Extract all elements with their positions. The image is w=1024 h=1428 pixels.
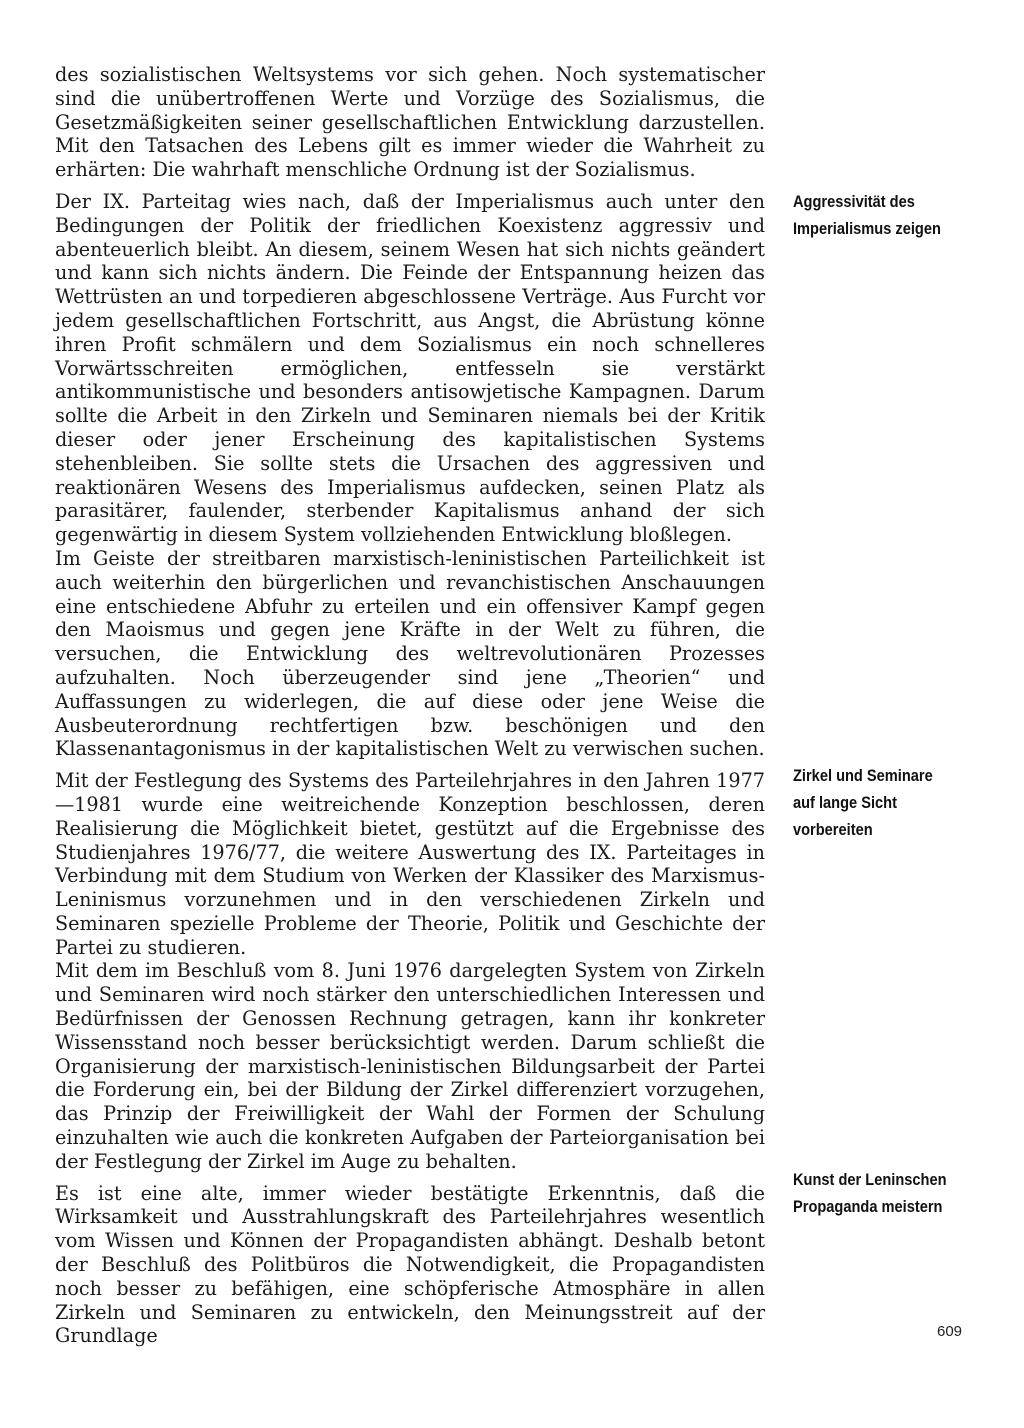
page-number: 609 [937,1323,963,1340]
paragraph-1: des sozialistischen Weltsystems vor sich gehen. Noch systematischer sind die unübertroffenen Werte und Vorzüge des Sozialismus, die Gesetzmäßigkeiten seiner gesellschaftlichen Entwicklung darzustellen. Mit den Tatsachen des Lebens gilt es immer wieder die Wahrheit zu erhärten: Die wahrhaft menschliche Ordnung ist der Sozialismus. [55,63,765,182]
margin-note-line: auf lange Sicht [793,793,897,812]
margin-note-line: Zirkel und Seminare [793,766,933,785]
main-text-column [55,63,765,1348]
margin-note-line: Kunst der Leninschen [793,1170,947,1189]
margin-note-propaganda [793,1166,993,1220]
paragraph-6: Es ist eine alte, immer wieder bestätigte Erkenntnis, daß die Wirksamkeit und Ausstrahlungskraft des Parteilehrjahres wesentlich vom Wissen und Können der Propagandisten abhängt. Deshalb betont der Beschluß des Politbüros die Notwendigkeit, die Propagandisten noch besser zu befähigen, eine schöpferische Atmosphäre in allen Zirkeln und Seminaren zu entwickeln, den Meinungsstreit auf der Grundlage [55,1181,765,1348]
margin-note-circles [793,762,993,843]
margin-note-line: vorbereiten [793,820,873,839]
paragraph-2: Der IX. Parteitag wies nach, daß der Imperialismus auch unter den Bedingungen der Politik der friedlichen Koexistenz aggressiv und abenteuerlich bleibt. An diesem, seinem Wesen hat sich nichts geändert und kann sich nichts ändern. Die Feinde der Entspannung heizen das Wettrüsten an und torpedieren abgeschlossene Verträge. Aus Furcht vor jedem gesellschaftlichen Fortschritt, aus Angst, die Abrüstung könne ihren Profit schmälern und dem Sozialismus ein noch schnelleres Vorwärtsschreiten ermöglichen, entfesseln sie verstärkt antikommunistische und besonders antisowjetische Kampagnen. Darum sollte die Arbeit in den Zirkeln und Seminaren niemals bei der Kritik dieser oder jener Erscheinung des kapitalistischen Systems stehenbleiben. Sie sollte stets die Ursachen des aggressiven und reaktionären Wesens des Imperialismus aufdecken, seinen Platz als parasitärer, faulender, sterbender Kapitalismus anhand der sich gegenwärtig in diesem System vollziehenden Entwicklung bloßlegen. [55,189,765,547]
margin-note-aggression [793,188,993,242]
margin-note-line: Imperialismus zeigen [793,219,941,238]
margin-note-line: Propaganda meistern [793,1197,943,1216]
paragraph-5: Mit dem im Beschluß vom 8. Juni 1976 dargelegten System von Zirkeln und Seminaren wird noch stärker den unterschiedlichen Interessen und Bedürfnissen der Genossen Rechnung getragen, kann ihr konkreter Wissensstand noch besser berücksichtigt werden. Darum schließt die Organisierung der marxistisch-leninistischen Bildungsarbeit der Partei die Forderung ein, bei der Bildung der Zirkel differenziert vorzugehen, das Prinzip der Freiwilligkeit der Wahl der Formen der Schulung einzuhalten wie auch die konkreten Aufgaben der Parteiorganisation bei der Festlegung der Zirkel im Auge zu behalten. [55,959,765,1173]
paragraph-4: Mit der Festlegung des Systems des Parteilehrjahres in den Jahren 1977—1981 wurde eine weitreichende Konzeption beschlossen, deren Realisierung die Möglichkeit bietet, gestützt auf die Ergebnisse des Studienjahres 1976/77, die weitere Auswertung des IX. Parteitages in Verbindung mit dem Studium von Werken der Klassiker des Marxismus-Leninismus vorzunehmen und in den verschiedenen Zirkeln und Seminaren spezielle Probleme der Theorie, Politik und Geschichte der Partei zu studieren. [55,769,765,959]
paragraph-3: Im Geiste der streitbaren marxistisch-leninistischen Parteilichkeit ist auch weiterhin den bürgerlichen und revanchistischen Anschauungen eine entschiedene Abfuhr zu erteilen und ein offensiver Kampf gegen den Maoismus und gegen jene Kräfte in der Welt zu führen, die versuchen, die Entwicklung des weltrevolutionären Prozesses aufzuhalten. Noch überzeugender sind jene „Theorien“ und Auffassungen zu widerlegen, die auf diese oder jene Weise die Ausbeuterordnung rechtfertigen bzw. beschönigen und den Klassenantagonismus in der kapitalistischen Welt zu verwischen suchen. [55,546,765,761]
margin-note-line: Aggressivität des [793,192,915,211]
